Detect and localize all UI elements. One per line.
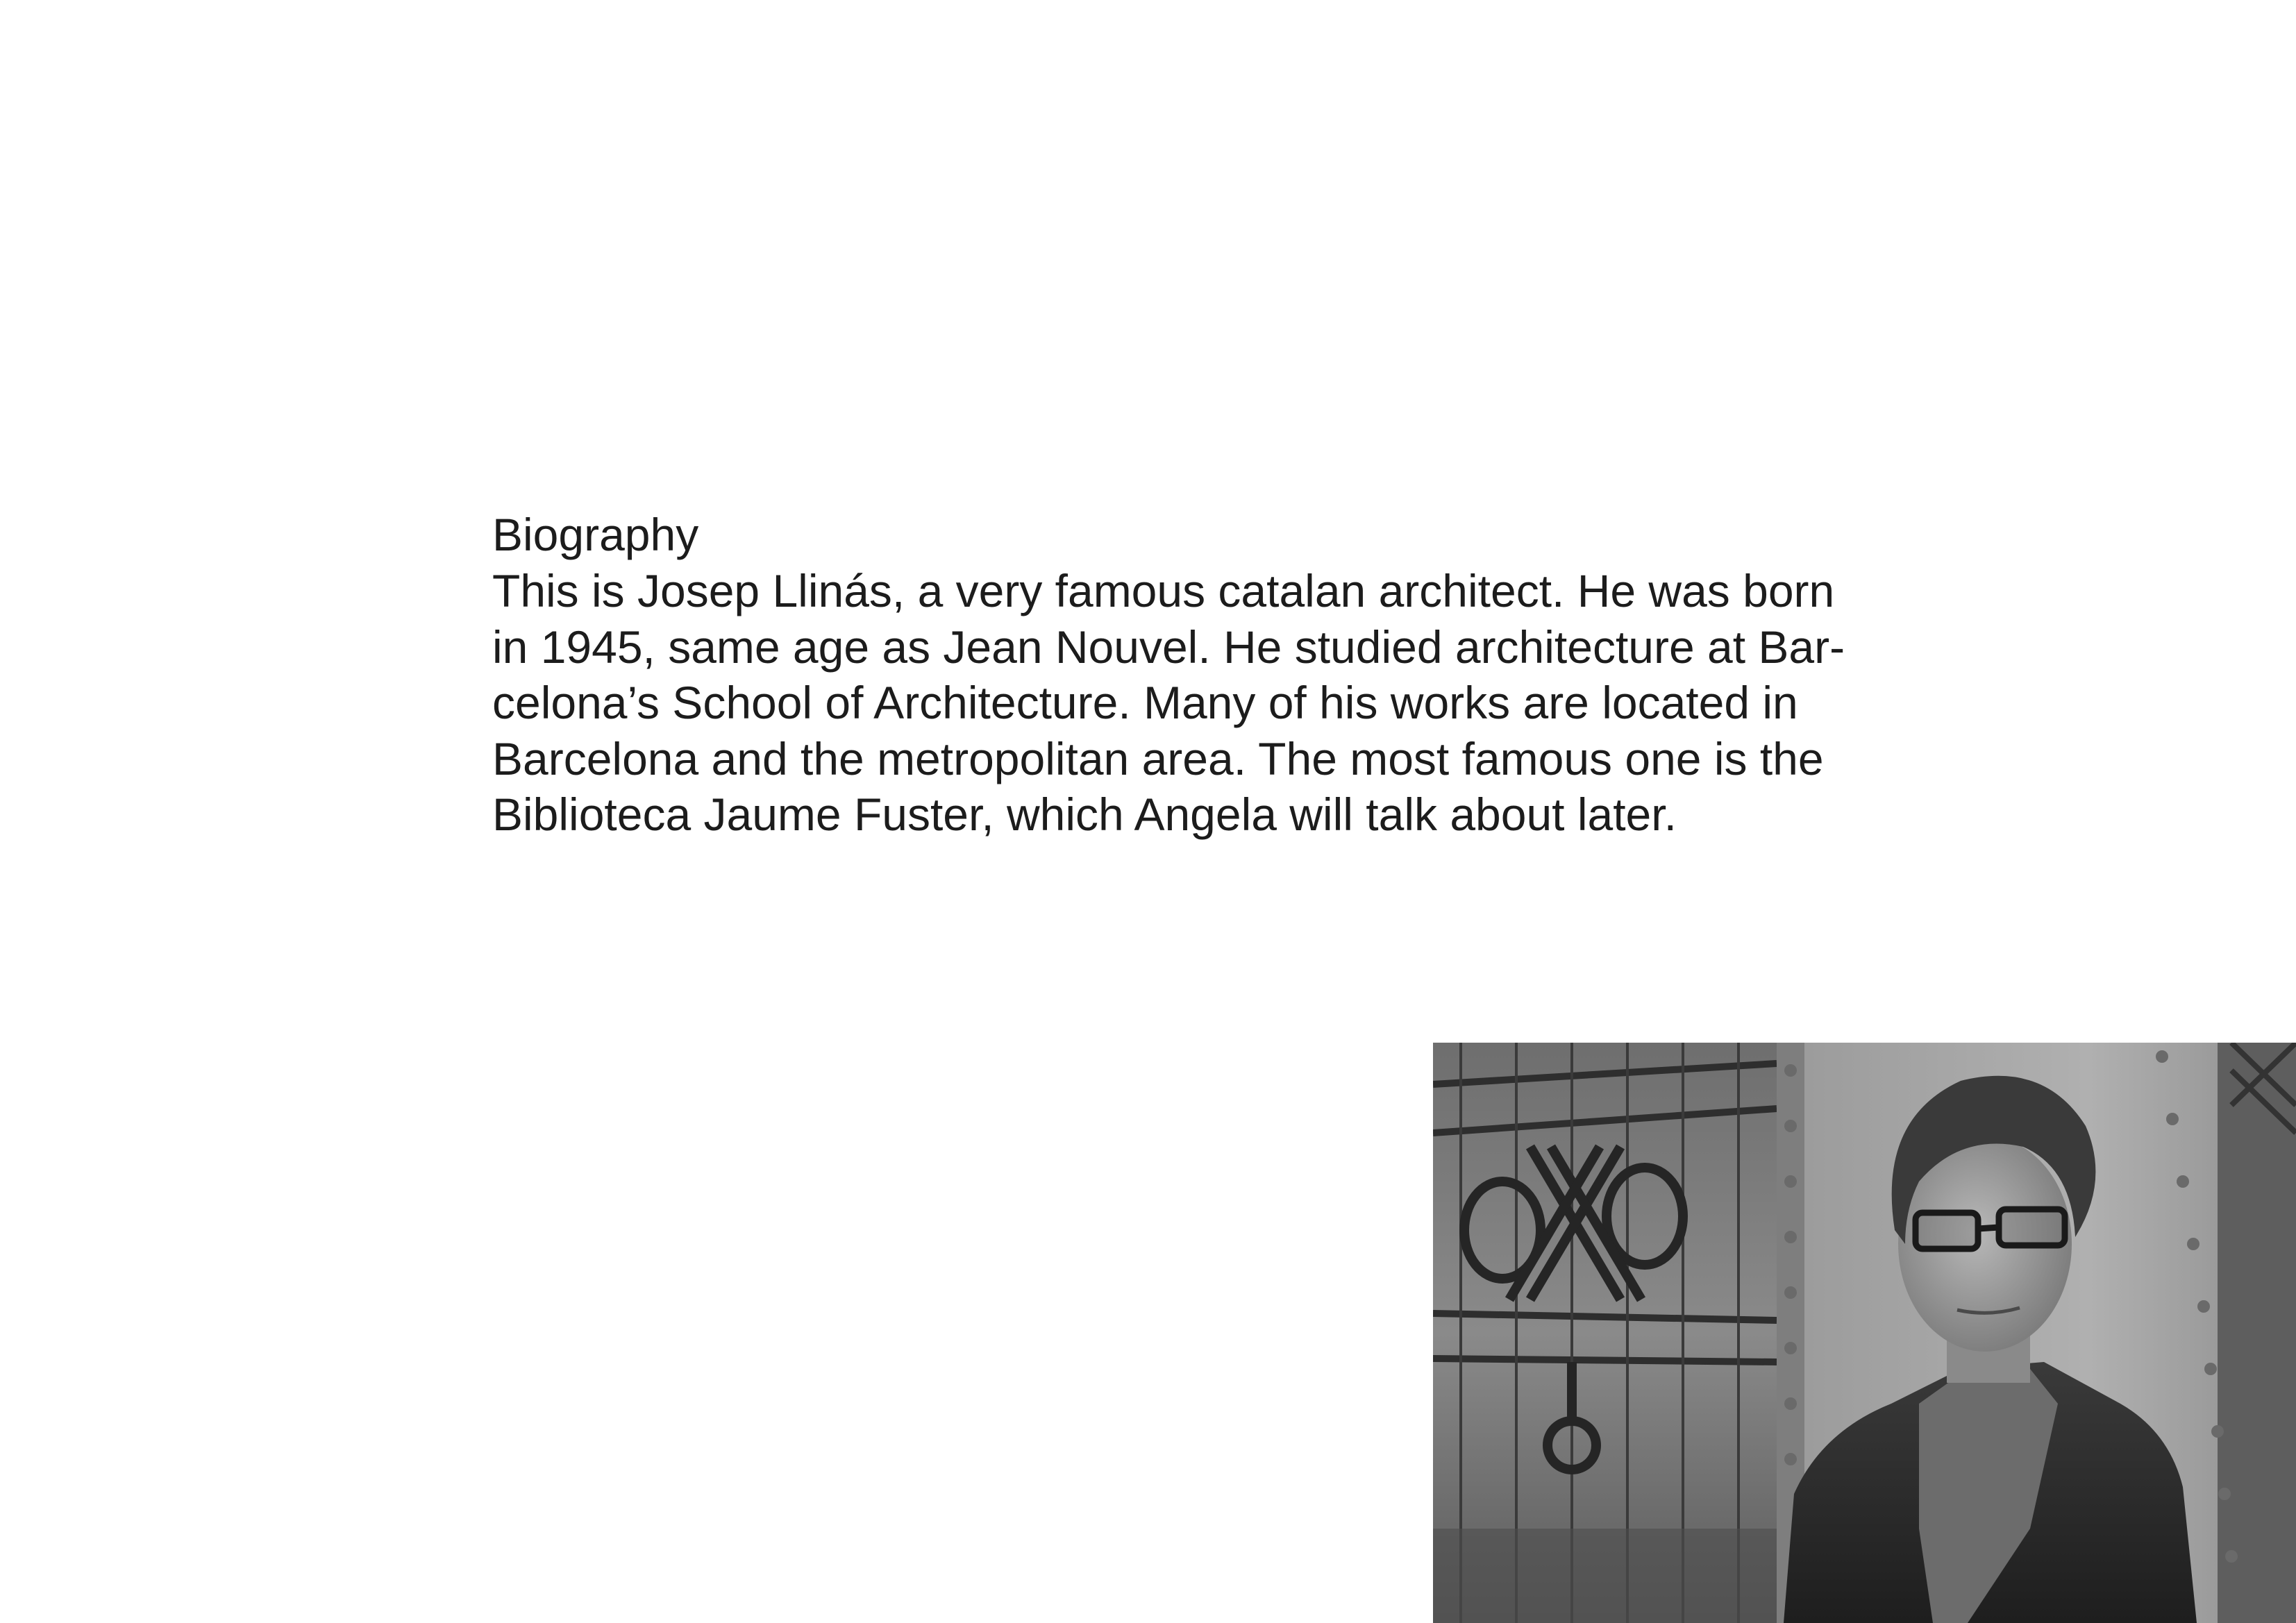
architect-portrait-photo	[1433, 1043, 2296, 1623]
biography-line: Barcelona and the metropolitan area. The most famous one is the	[492, 732, 1824, 784]
biography-line: This is Josep Llinás, a very famous catalan architect. He was born	[492, 565, 1835, 616]
biography-text-block	[492, 507, 1881, 843]
biography-heading: Biography	[492, 509, 699, 560]
biography-line: celona’s School of Architecture. Many of his works are located in	[492, 677, 1798, 728]
biography-line: in 1945, same age as Jean Nouvel. He studied architecture at Bar-	[492, 621, 1845, 673]
biography-line: Biblioteca Jaume Fuster, which Angela will talk about later.	[492, 789, 1677, 840]
